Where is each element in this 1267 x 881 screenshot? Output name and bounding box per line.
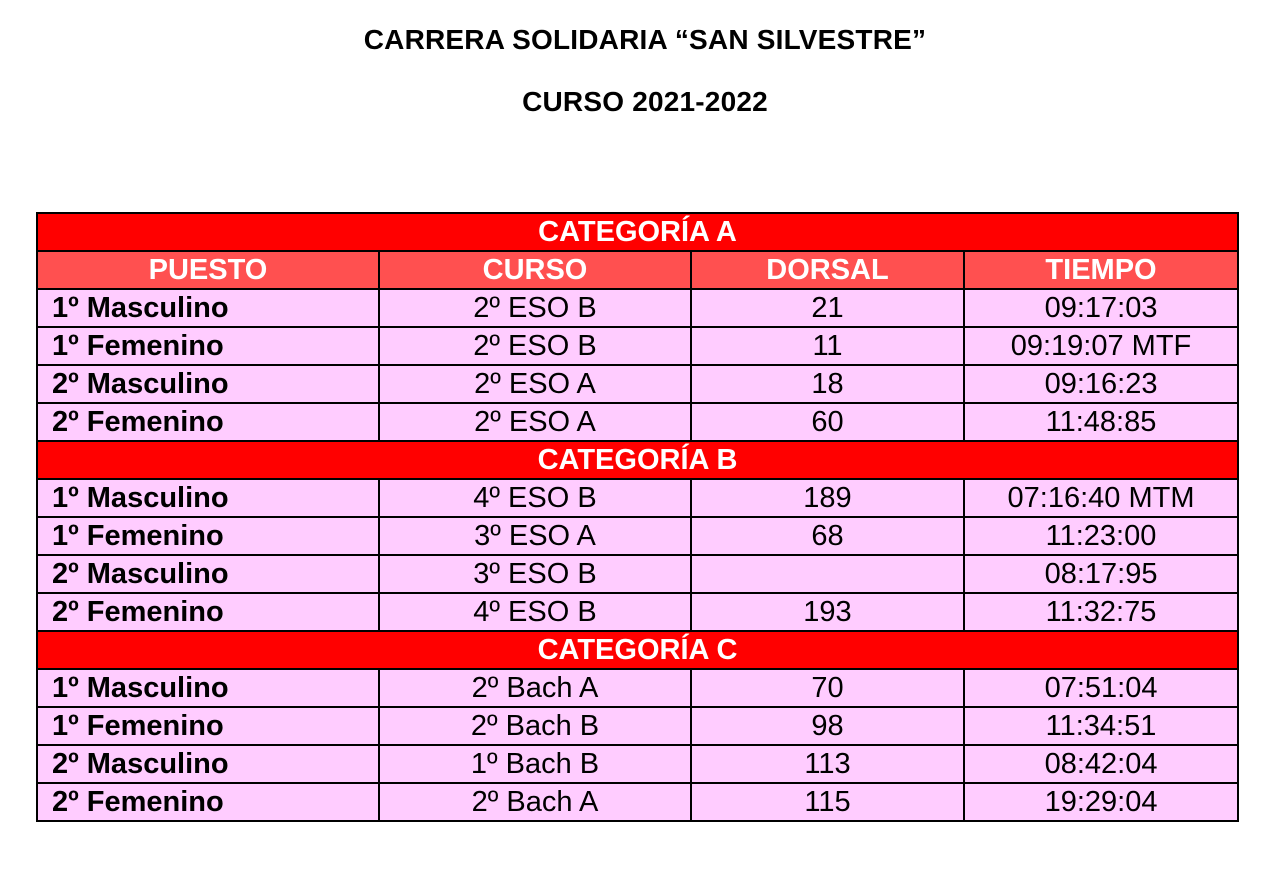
table-row: [37, 745, 1238, 783]
cell-tiempo: 09:19:07 MTF: [964, 327, 1238, 365]
table-row: [37, 327, 1238, 365]
table-row: [37, 365, 1238, 403]
table-row: [37, 783, 1238, 821]
cell-puesto: 1º Masculino: [37, 479, 379, 517]
cell-dorsal: 21: [691, 289, 964, 327]
cell-dorsal: 193: [691, 593, 964, 631]
table-row: [37, 593, 1238, 631]
results-table-body: [37, 213, 1238, 821]
column-header-puesto: PUESTO: [37, 251, 379, 289]
cell-curso: 2º ESO B: [379, 327, 691, 365]
table-row: [37, 707, 1238, 745]
cell-tiempo: 07:51:04: [964, 669, 1238, 707]
cell-curso: 2º Bach B: [379, 707, 691, 745]
category-title: CATEGORÍA A: [37, 213, 1238, 251]
cell-curso: 2º ESO B: [379, 289, 691, 327]
table-row: [37, 403, 1238, 441]
cell-puesto: 1º Femenino: [37, 517, 379, 555]
cell-puesto: 2º Masculino: [37, 555, 379, 593]
cell-dorsal: 113: [691, 745, 964, 783]
cell-tiempo: 08:42:04: [964, 745, 1238, 783]
cell-dorsal: 189: [691, 479, 964, 517]
cell-puesto: 1º Masculino: [37, 289, 379, 327]
table-row: [37, 669, 1238, 707]
cell-tiempo: 19:29:04: [964, 783, 1238, 821]
cell-dorsal: 68: [691, 517, 964, 555]
cell-curso: 2º Bach A: [379, 783, 691, 821]
cell-dorsal: 18: [691, 365, 964, 403]
cell-curso: 2º ESO A: [379, 403, 691, 441]
cell-dorsal: 11: [691, 327, 964, 365]
cell-curso: 3º ESO B: [379, 555, 691, 593]
cell-puesto: 2º Masculino: [37, 745, 379, 783]
category-header-row: [37, 213, 1238, 251]
cell-puesto: 1º Femenino: [37, 327, 379, 365]
cell-curso: 2º ESO A: [379, 365, 691, 403]
column-header-curso: CURSO: [379, 251, 691, 289]
cell-tiempo: 11:48:85: [964, 403, 1238, 441]
cell-tiempo: 09:16:23: [964, 365, 1238, 403]
category-title: CATEGORÍA C: [37, 631, 1238, 669]
cell-curso: 2º Bach A: [379, 669, 691, 707]
results-table: [36, 212, 1239, 822]
cell-tiempo: 11:23:00: [964, 517, 1238, 555]
category-header-row: [37, 631, 1238, 669]
cell-puesto: 2º Femenino: [37, 593, 379, 631]
cell-curso: 3º ESO A: [379, 517, 691, 555]
column-header-dorsal: DORSAL: [691, 251, 964, 289]
cell-puesto: 1º Femenino: [37, 707, 379, 745]
column-header-tiempo: TIEMPO: [964, 251, 1238, 289]
table-row: [37, 479, 1238, 517]
cell-dorsal: [691, 555, 964, 593]
column-header-row: [37, 251, 1238, 289]
cell-curso: 1º Bach B: [379, 745, 691, 783]
cell-puesto: 1º Masculino: [37, 669, 379, 707]
cell-puesto: 2º Femenino: [37, 403, 379, 441]
cell-tiempo: 08:17:95: [964, 555, 1238, 593]
table-row: [37, 517, 1238, 555]
cell-tiempo: 11:34:51: [964, 707, 1238, 745]
cell-curso: 4º ESO B: [379, 593, 691, 631]
cell-dorsal: 115: [691, 783, 964, 821]
cell-dorsal: 60: [691, 403, 964, 441]
cell-puesto: 2º Femenino: [37, 783, 379, 821]
table-row: [37, 289, 1238, 327]
cell-tiempo: 07:16:40 MTM: [964, 479, 1238, 517]
category-header-row: [37, 441, 1238, 479]
cell-curso: 4º ESO B: [379, 479, 691, 517]
page-subtitle: CURSO 2021-2022: [522, 86, 768, 117]
category-title: CATEGORÍA B: [37, 441, 1238, 479]
table-row: [37, 555, 1238, 593]
cell-dorsal: 70: [691, 669, 964, 707]
page-title: CARRERA SOLIDARIA “SAN SILVESTRE”: [363, 24, 927, 55]
cell-tiempo: 09:17:03: [964, 289, 1238, 327]
cell-dorsal: 98: [691, 707, 964, 745]
cell-puesto: 2º Masculino: [37, 365, 379, 403]
cell-tiempo: 11:32:75: [964, 593, 1238, 631]
